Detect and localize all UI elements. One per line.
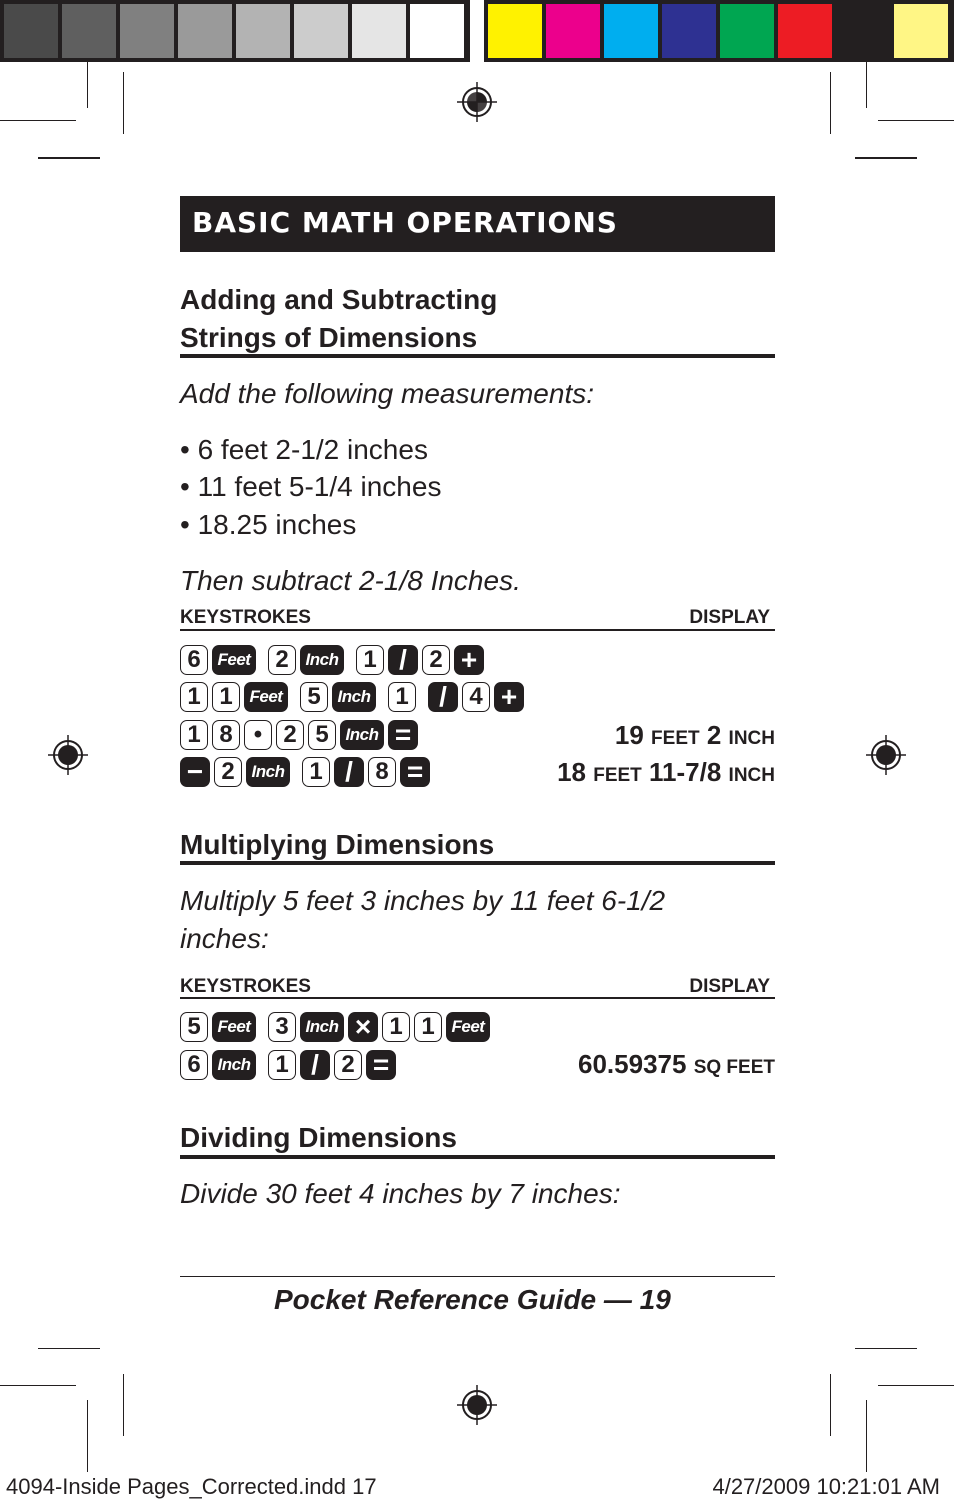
crop-mark (855, 1348, 917, 1349)
process-color-swatch (546, 4, 600, 58)
key-1: 1 (268, 1050, 296, 1080)
key-multiply: × (348, 1012, 378, 1042)
crop-mark (87, 1400, 88, 1472)
process-color-swatch (488, 4, 542, 58)
page-footer: Pocket Reference Guide — 19 (274, 1284, 671, 1315)
display-unit: FEET (593, 765, 642, 786)
bullet-item: • 18.25 inches (180, 509, 357, 540)
key-inch: Inch (300, 1012, 344, 1042)
instruction-text (180, 882, 665, 958)
key-inch: Inch (300, 645, 344, 675)
gray-swatch (294, 4, 348, 58)
key-equals: = (400, 757, 430, 787)
crop-mark (866, 62, 867, 108)
page-title: BASIC MATH OPERATIONS (192, 206, 618, 239)
display-number: 11-7/8 (649, 757, 722, 787)
keystroke-row (180, 644, 488, 676)
key-4: 4 (462, 682, 490, 712)
section-heading-multiplying: Multiplying Dimensions (180, 829, 495, 860)
key-inch: Inch (246, 757, 290, 787)
key-1: 1 (356, 645, 384, 675)
display-result (578, 1049, 775, 1080)
crop-mark (830, 1374, 831, 1436)
key-fraction: / (428, 682, 458, 712)
key-8: 8 (368, 757, 396, 787)
process-color-swatch (720, 4, 774, 58)
crop-mark (878, 120, 954, 121)
key-equals: = (366, 1050, 396, 1080)
crop-mark (123, 1374, 124, 1436)
key-6: 6 (180, 1050, 208, 1080)
heading-rule (180, 861, 775, 865)
process-color-swatch (662, 4, 716, 58)
key-feet: Feet (244, 682, 288, 712)
keystrokes-header: KEYSTROKES (180, 607, 311, 628)
key-plus: + (494, 682, 524, 712)
process-color-swatch (836, 4, 890, 58)
keystroke-row (180, 681, 528, 713)
registration-mark-icon (457, 1385, 497, 1425)
key-inch: Inch (332, 682, 376, 712)
section-title-bar (180, 196, 775, 252)
gray-swatch (410, 4, 464, 58)
gray-swatch (352, 4, 406, 58)
keystroke-row (180, 756, 434, 788)
section-heading-adding (180, 281, 497, 357)
gray-swatch (4, 4, 58, 58)
key-feet: Feet (212, 1012, 256, 1042)
display-number: 19 (614, 720, 644, 750)
key-2: 2 (334, 1050, 362, 1080)
key-8: 8 (212, 720, 240, 750)
crop-mark (0, 120, 76, 121)
heading-line: Strings of Dimensions (180, 322, 478, 353)
crop-mark (866, 1400, 867, 1472)
key-1: 1 (382, 1012, 410, 1042)
display-number: 2 (706, 720, 722, 750)
key-1: 1 (212, 682, 240, 712)
footer-rule (180, 1276, 775, 1277)
process-color-swatch (604, 4, 658, 58)
color-calibration-bar (0, 0, 954, 62)
display-unit: INCH (728, 728, 775, 749)
key-1: 1 (180, 720, 208, 750)
key-equals: = (388, 720, 418, 750)
heading-line: Adding and Subtracting (180, 284, 498, 315)
key-6: 6 (180, 645, 208, 675)
gray-swatch (120, 4, 174, 58)
keystroke-row (180, 1049, 400, 1081)
key-5: 5 (300, 682, 328, 712)
slug-filename: 4094-Inside Pages_Corrected.indd 17 (6, 1474, 377, 1499)
bullet-item: • 11 feet 5-1/4 inches (180, 471, 442, 502)
heading-rule (180, 354, 775, 358)
instruction-text: Add the following measurements: (180, 378, 594, 409)
key-2: 2 (276, 720, 304, 750)
gray-swatch (236, 4, 290, 58)
process-color-swatch (778, 4, 832, 58)
registration-mark-icon (866, 735, 906, 775)
key-inch: Inch (340, 720, 384, 750)
display-header: DISPLAY (689, 607, 770, 628)
registration-mark-icon (457, 82, 497, 122)
gray-swatch (62, 4, 116, 58)
key-5: 5 (308, 720, 336, 750)
section-heading-dividing: Dividing Dimensions (180, 1122, 457, 1153)
process-color-swatch (894, 4, 948, 58)
crop-mark (830, 72, 831, 134)
crop-mark (123, 72, 124, 134)
crop-mark (855, 157, 917, 159)
key-2: 2 (214, 757, 242, 787)
slug-timestamp: 4/27/2009 10:21:01 AM (712, 1474, 940, 1499)
crop-mark (38, 157, 100, 159)
display-header: DISPLAY (689, 976, 770, 997)
instruction-text: Divide 30 feet 4 inches by 7 inches: (180, 1178, 621, 1209)
key-feet: Feet (446, 1012, 490, 1042)
keystrokes-header: KEYSTROKES (180, 976, 311, 997)
display-number: 60.59375 (578, 1049, 687, 1079)
display-unit: FEET (651, 728, 700, 749)
instruction-line: Multiply 5 feet 3 inches by 11 feet 6-1/2 (180, 885, 666, 916)
key-minus: − (180, 757, 210, 787)
registration-mark-icon (48, 735, 88, 775)
key-feet: Feet (212, 645, 256, 675)
key-1: 1 (414, 1012, 442, 1042)
keystroke-row (180, 1011, 494, 1043)
crop-mark (0, 1385, 76, 1386)
display-unit: SQ FEET (693, 1057, 775, 1078)
gray-swatch (178, 4, 232, 58)
crop-mark (87, 62, 88, 108)
display-result (615, 720, 775, 751)
key-1: 1 (180, 682, 208, 712)
bullet-item: • 6 feet 2-1/2 inches (180, 434, 428, 465)
key-5: 5 (180, 1012, 208, 1042)
key-1: 1 (302, 757, 330, 787)
display-unit: INCH (728, 765, 775, 786)
heading-rule (180, 1155, 775, 1159)
key-1: 1 (388, 682, 416, 712)
key-inch: Inch (212, 1050, 256, 1080)
key-3: 3 (268, 1012, 296, 1042)
crop-mark (878, 1385, 954, 1386)
instruction-text: Then subtract 2-1/8 Inches. (180, 565, 521, 596)
key-fraction: / (388, 645, 418, 675)
keystroke-row (180, 719, 422, 751)
table-rule (180, 997, 775, 999)
key-plus: + (454, 645, 484, 675)
crop-mark (38, 1348, 100, 1349)
table-rule (180, 629, 775, 631)
key-fraction: / (334, 757, 364, 787)
display-number: 18 (557, 757, 586, 787)
key-decimal: • (244, 720, 272, 750)
display-result (557, 757, 775, 788)
key-2: 2 (422, 645, 450, 675)
instruction-line: inches: (180, 923, 269, 954)
key-fraction: / (300, 1050, 330, 1080)
key-2: 2 (268, 645, 296, 675)
